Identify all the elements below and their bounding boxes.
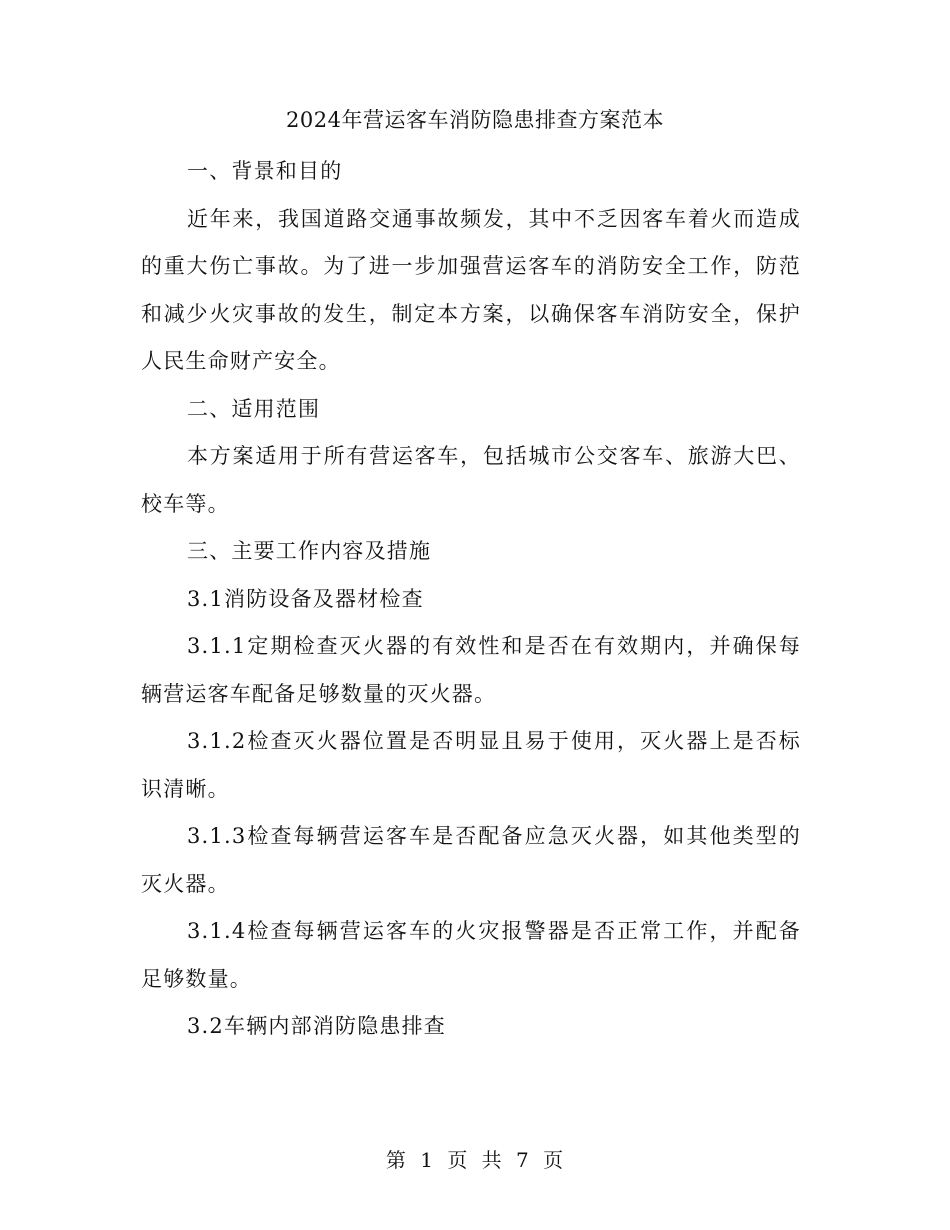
section-heading-background: 一、背景和目的: [187, 159, 343, 183]
paragraph-3-1-1: 3.1.1定期检查灭火器的有效性和是否在有效期内，并确保每辆营运客车配备足够数量的灭火器。: [141, 634, 801, 706]
document-title: 2024年营运客车消防隐患排查方案范本: [286, 108, 664, 132]
paragraph-3-1-3: 3.1.3检查每辆营运客车是否配备应急灭火器，如其他类型的灭火器。: [141, 824, 801, 896]
section-heading-measures: 三、主要工作内容及措施: [187, 539, 432, 563]
paragraph-background: 近年来，我国道路交通事故频发，其中不乏因客车着火而造成的重大伤亡事故。为了进一步加强营运客车的消防安全工作，防范和减少火灾事故的发生，制定本方案，以确保客车消防安全，保护人民生命财产安全。: [141, 206, 801, 373]
section-heading-scope: 二、适用范围: [187, 396, 321, 421]
page-number-footer: 第 1 页 共 7 页: [385, 1148, 565, 1172]
paragraph-3-1-2: 3.1.2检查灭火器位置是否明显且易于使用，灭火器上是否标识清晰。: [141, 729, 801, 801]
subsection-heading-3-1: 3.1消防设备及器材检查: [187, 586, 424, 611]
paragraph-3-1-4: 3.1.4检查每辆营运客车的火灾报警器是否正常工作，并配备足够数量。: [141, 919, 801, 991]
document-body: [141, 148, 801, 1051]
subsection-heading-3-2: 3.2车辆内部消防隐患排查: [187, 1014, 446, 1038]
paragraph-scope: 本方案适用于所有营运客车，包括城市公交客车、旅游大巴、校车等。: [141, 444, 801, 516]
